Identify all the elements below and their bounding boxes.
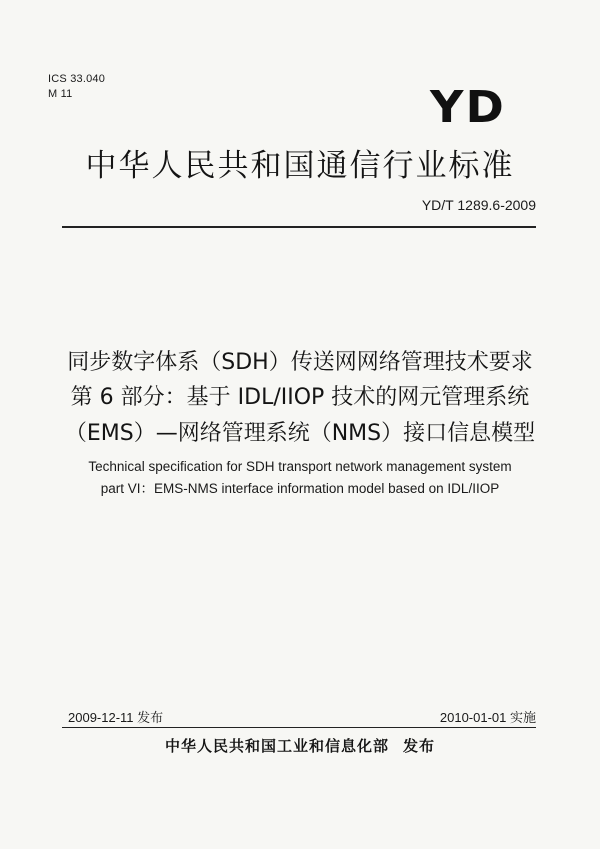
publish-date: 2009-12-11 发布 <box>68 710 164 725</box>
title-en-line-1: Technical specification for SDH transport network management system <box>88 459 512 474</box>
title-cn-line-2: 第 6 部分：基于 IDL/IIOP 技术的网元管理系统 <box>70 385 530 410</box>
issuer-verb: 发布 <box>403 737 436 755</box>
title-cn-line-1: 同步数字体系（SDH）传送网网络管理技术要求 <box>67 350 533 375</box>
bottom-divider <box>62 727 536 728</box>
top-divider <box>62 226 536 228</box>
classification-codes <box>48 72 105 102</box>
ccs-code: M 11 <box>48 88 73 100</box>
implement-date: 2010-01-01 实施 <box>439 710 536 725</box>
title-en-line-2: part VI：EMS-NMS interface information model based on IDL/IIOP <box>100 481 500 496</box>
yd-logo: YD <box>430 82 507 133</box>
ics-code: ICS 33.040 <box>48 73 106 85</box>
standard-number: YD/T 1289.6-2009 <box>421 197 536 213</box>
issuer-name: 中华人民共和国工业和信息化部 <box>164 737 389 755</box>
issuing-authority <box>0 735 600 756</box>
title-cn-line-3: （EMS）—网络管理系统（NMS）接口信息模型 <box>64 421 536 446</box>
standard-organization-title: 中华人民共和国通信行业标准 <box>85 148 515 184</box>
